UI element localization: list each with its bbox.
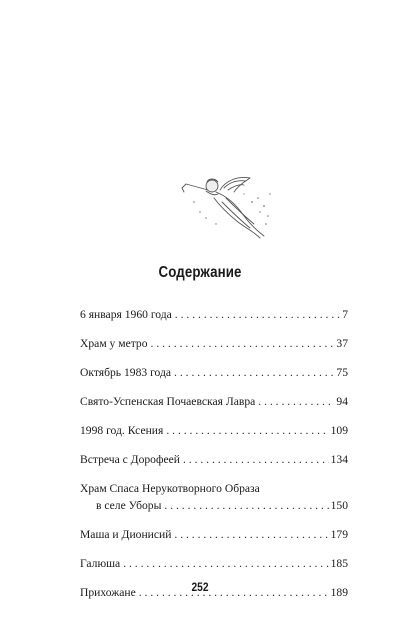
toc-entry[interactable]	[80, 453, 348, 467]
toc-entry-page: 109	[330, 424, 348, 437]
toc-leader-dots	[174, 366, 334, 380]
toc-entry-title: Храм у метро	[80, 337, 148, 350]
toc-leader-dots	[258, 395, 334, 409]
toc-leader-dots	[174, 528, 328, 542]
toc-entry-page: 37	[336, 337, 348, 350]
toc-leader-dots	[166, 424, 328, 438]
toc-entry[interactable]	[80, 337, 348, 351]
toc-entry-title: 1998 год. Ксения	[80, 424, 164, 437]
toc-entry-title-continued: в селе Уборы	[96, 499, 162, 512]
toc-entry-title: 6 января 1960 года	[80, 308, 172, 321]
toc-leader-dots	[151, 337, 335, 351]
toc-entry-page: 150	[330, 499, 348, 512]
toc-entry-title: Свято-Успенская Почаевская Лавра	[80, 395, 256, 408]
toc-entry[interactable]	[80, 366, 348, 380]
page-title: Содержание	[158, 264, 242, 281]
toc-entry-title: Маша и Дионисий	[80, 528, 172, 541]
toc-entry-title: Прихожане	[80, 586, 136, 599]
toc-entry[interactable]	[80, 424, 348, 438]
toc-entry-title: Встреча с Дорофеей	[80, 453, 180, 466]
toc-leader-dots	[175, 308, 340, 322]
toc-entry[interactable]	[80, 308, 348, 322]
toc-entry-page: 179	[330, 528, 348, 541]
toc-entry-continuation	[80, 499, 348, 513]
toc-entry-page: 134	[330, 453, 348, 466]
toc-entry[interactable]	[80, 395, 348, 409]
toc-leader-dots	[183, 453, 329, 467]
toc-entry-page: 185	[330, 557, 348, 570]
toc-entry-page: 75	[336, 366, 348, 379]
toc-entry-title: Октябрь 1983 года	[80, 366, 172, 379]
angel-with-trumpet-icon	[180, 172, 274, 242]
page-number: 252	[191, 580, 209, 594]
toc-entry-title: Галюша	[80, 557, 121, 570]
toc-entry-page: 94	[336, 395, 348, 408]
toc-leader-dots	[164, 499, 328, 513]
toc-leader-dots	[123, 557, 328, 571]
toc-entry-page: 189	[330, 586, 348, 599]
toc-entry[interactable]	[80, 528, 348, 542]
toc-entry[interactable]	[80, 482, 348, 513]
table-of-contents	[80, 308, 348, 615]
toc-entry[interactable]	[80, 557, 348, 571]
toc-entry-title: Храм Спаса Нерукотворного Образа	[80, 482, 260, 495]
toc-entry-page: 7	[342, 308, 348, 321]
